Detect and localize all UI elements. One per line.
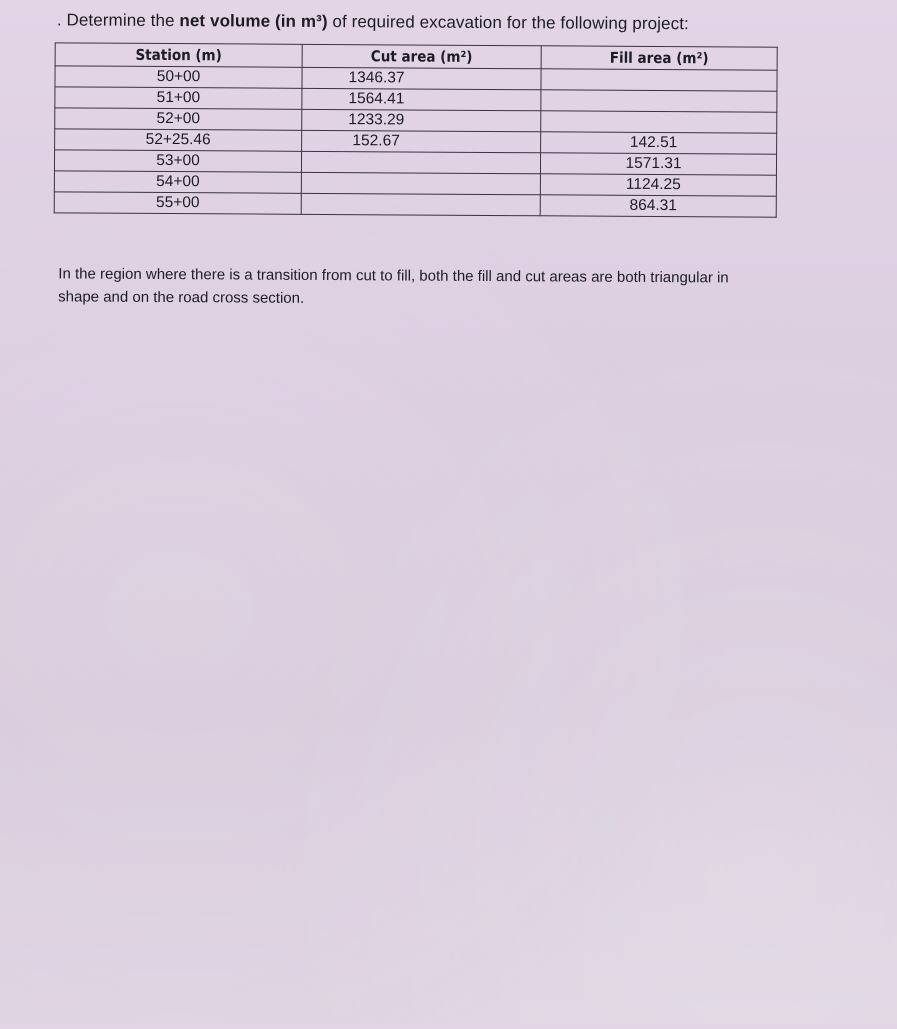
fill-area-cell: 1571.31 [540,153,776,175]
station-cell: 52+00 [55,108,302,131]
header-fill-area: Fill area (m²) [541,46,777,70]
station-area-table [54,42,778,217]
question-suffix: of required excavation for the following project: [327,12,689,34]
cut-area-cell: 1233.29 [302,109,541,131]
question-text [57,10,689,34]
station-cell: 52+25.46 [55,129,302,152]
header-cut-area: Cut area (m²) [302,44,541,68]
question-prefix: . Determine the [56,10,180,31]
fill-area-cell: 1124.25 [540,174,776,196]
station-cell: 54+00 [54,171,301,194]
fill-area-cell [541,90,777,112]
cut-area-cell [301,172,540,194]
cut-area-cell: 152.67 [302,130,541,152]
fill-area-cell: 142.51 [541,132,777,154]
cut-area-cell: 1346.37 [302,67,541,89]
station-cell: 51+00 [55,87,302,110]
table-row [54,192,776,217]
fill-area-cell: 864.31 [540,195,776,217]
station-cell: 55+00 [54,192,301,215]
header-station: Station (m) [55,43,302,68]
cut-area-cell [301,151,540,173]
fill-area-cell [541,111,777,133]
cut-area-cell [301,193,540,215]
question-bold: net volume (in m³) [179,11,328,32]
station-cell: 53+00 [54,150,301,173]
station-cell: 50+00 [55,66,302,89]
fill-area-cell [541,69,777,91]
cut-area-cell: 1564.41 [302,88,541,110]
transition-note: In the region where there is a transition from cut to fill, both the fill and cut areas are both triangular in shape and on the road cross section. [58,265,729,307]
